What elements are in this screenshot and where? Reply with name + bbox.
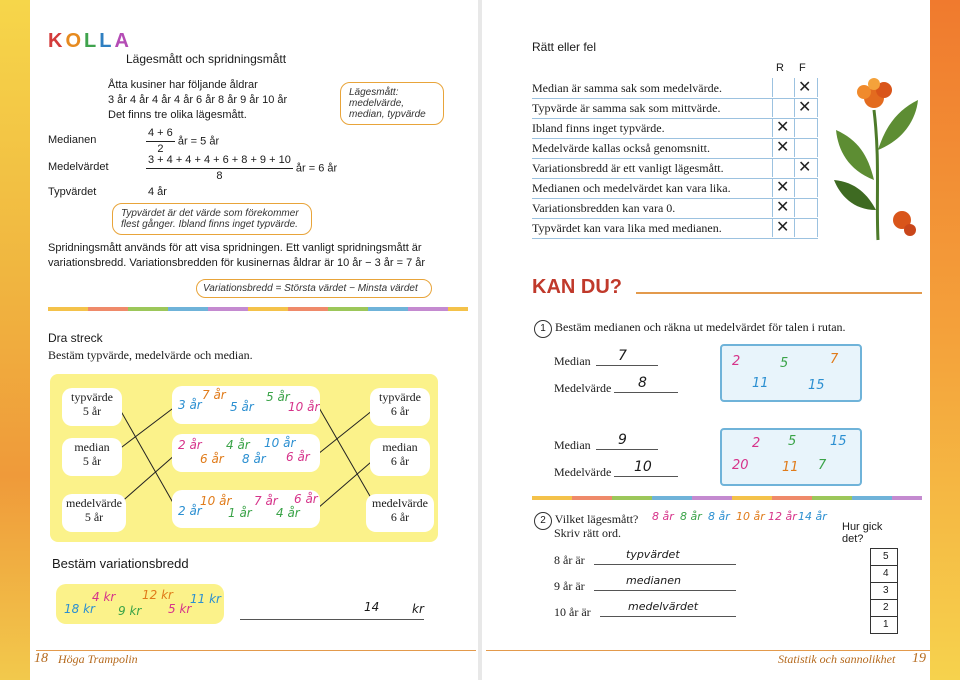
rf-statement: Variationsbredden kan vara 0. [532,201,676,215]
intro-line-3: Det finns tre olika lägesmått. [108,109,247,121]
card-label: median [382,440,418,454]
rf-header-r: R [776,62,784,74]
rf-cell-f[interactable] [794,78,818,97]
box-number: 15 [808,378,825,393]
footer-line-left [36,650,476,651]
range-value: 9 kr [118,604,142,618]
range-formula-bubble: Variationsbredd = Största värdet − Minsta värdet [196,279,432,298]
x-mark-icon: ✕ [776,219,790,236]
range-value: 18 kr [64,602,95,616]
set-value: 6 år [200,452,224,466]
self-assessment-meter [870,548,898,634]
q2-value: 8 år [680,510,702,523]
draw-title: Dra streck [48,331,103,345]
kolla-letter: A [114,30,132,52]
q1a-median-label: Median [554,354,591,368]
mode-value: 4 år [148,186,167,198]
q1a-mean-answer: 8 [638,375,647,391]
q1-number: 1 [534,320,552,338]
meter-level-label: 3 [883,585,889,596]
rf-cell-f[interactable] [794,118,818,137]
range-title: Bestäm variationsbredd [52,556,189,571]
kolla-letter: L [99,30,115,52]
rf-cell-r[interactable] [772,138,795,157]
set-value: 5 år [266,390,290,404]
q2-values [652,510,832,526]
q1b-median-label: Median [554,438,591,452]
q1b-mean-label: Medelvärde [554,465,612,479]
rf-row [532,118,818,139]
box-number: 15 [830,434,847,449]
set-value: 2 år [178,504,202,518]
q1a-mean-label: Medelvärde [554,381,612,395]
meter-level-label: 2 [883,602,889,613]
range-answer-unit: kr [412,602,424,616]
rf-cell-f[interactable] [794,218,818,237]
set-value: 8 år [242,452,266,466]
q2-row-3-answer: medelvärdet [628,600,699,613]
box-number: 5 [780,356,789,371]
q2-row-1-answer: typvärdet [626,548,680,561]
kan-du-heading: KAN DU? [532,276,622,298]
meter-level[interactable] [870,616,898,634]
connector-line [118,454,176,505]
x-mark-icon: ✕ [776,199,790,216]
median-numerator: 4 + 6 [146,126,175,142]
box-number: 11 [752,376,769,391]
left-card-mode[interactable] [62,388,122,426]
x-mark-icon: ✕ [776,179,790,196]
spread-line-2: variationsbredd. Variationsbredden för kusinernas åldrar är 10 år − 3 år = 7 år [48,257,426,269]
rf-header-f: F [799,62,806,74]
q2-row-2-field[interactable] [594,575,736,591]
q2-row-3-field[interactable] [600,601,736,617]
kan-du-rule [636,292,922,294]
set-value: 2 år [178,438,202,452]
rf-row [532,198,818,219]
set-value: 3 år [178,398,202,412]
rf-statement: Medelvärde kallas också genomsnitt. [532,141,710,155]
set-value: 10 år [264,436,296,450]
left-card-mean[interactable] [62,494,126,532]
book-title: Höga Trampolin [58,652,138,666]
range-value: 5 kr [168,602,192,616]
meter-level[interactable] [870,565,898,582]
q1-text: Bestäm medianen och räkna ut medelvärdet för talen i rutan. [555,320,846,334]
meter-level-label: 5 [883,551,889,562]
connector-line [118,406,176,508]
meter-level[interactable] [870,599,898,616]
meter-level-label: 4 [883,568,889,579]
card-value: 5 år [84,510,104,524]
rf-cell-r[interactable] [772,98,795,117]
range-value: 4 kr [92,590,116,604]
range-box [56,584,224,624]
q2-value: 14 år [798,510,827,523]
right-card-mean[interactable] [366,494,434,532]
card-value: 6 år [390,510,410,524]
card-label: typvärde [379,390,421,404]
rf-statement: Median är samma sak som medelvärde. [532,81,722,95]
median-denominator: 2 [157,143,164,155]
q2-value: 8 år [708,510,730,523]
box-number: 7 [830,352,839,367]
intro-ages: 3 år 4 år 4 år 4 år 6 år 8 år 9 år 10 år [108,94,288,106]
footer-line-right [486,650,930,651]
box-number: 5 [788,434,797,449]
set-value: 1 år [228,506,252,520]
box-number: 2 [732,354,741,369]
q2-row-1-field[interactable] [594,549,736,565]
number-box-1 [720,344,862,402]
box-number: 20 [732,458,749,473]
q2-row-1-label: 8 år är [554,553,585,567]
set-value: 6 år [286,450,310,464]
card-label: medelvärde [372,496,428,510]
card-value: 6 år [390,404,410,418]
q2-number: 2 [534,512,552,530]
rf-title: Rätt eller fel [532,40,597,54]
number-box-2 [720,428,862,486]
set-value: 6 år [294,492,318,506]
page-number-left: 18 [34,651,48,666]
q2-row-2-label: 9 år är [554,579,585,593]
rf-statement: Ibland finns inget typvärde. [532,121,665,135]
connector-line [118,406,176,450]
kolla-letter: O [65,30,85,52]
set-value: 7 år [202,388,226,402]
number-set-2[interactable] [172,434,320,472]
rf-cell-r[interactable] [772,178,795,197]
card-value: 5 år [82,404,102,418]
q2-value: 10 år [736,510,765,523]
rf-cell-f[interactable] [794,138,818,157]
set-value: 4 år [226,438,250,452]
measures-bubble: Lägesmått: medelvärde, median, typvärde [340,82,444,125]
right-card-median[interactable] [370,438,430,476]
connector-line [318,406,378,510]
flower-decoration [828,70,928,250]
kolla-letter: L [84,30,100,52]
q1a-median-answer: 7 [618,348,627,364]
mean-numerator: 3 + 4 + 4 + 4 + 6 + 8 + 9 + 10 [146,153,293,169]
connector-line [318,406,378,454]
intro-line-1: Åtta kusiner har följande åldrar [108,79,258,91]
mean-label: Medelvärdet [48,161,109,173]
right-card-mode[interactable] [370,388,430,426]
rf-row [532,78,818,99]
meter-title: Hur gick det? [842,521,883,545]
left-card-median[interactable] [62,438,122,476]
rf-statement: Typvärdet kan vara lika med medianen. [532,221,722,235]
q1a-mean-field[interactable] [614,377,678,393]
rf-row [532,138,818,159]
kolla-letter: K [48,30,66,52]
q1b-mean-field[interactable] [614,461,678,477]
q1b-mean-answer: 10 [634,459,652,475]
mode-label: Typvärdet [48,186,97,198]
number-set-1[interactable] [172,386,320,424]
rf-statement: Variationsbredd är ett vanligt lägesmått. [532,161,724,175]
rf-cell-f[interactable] [794,198,818,217]
rf-row [532,98,818,119]
set-value: 4 år [276,506,300,520]
q2-value: 8 år [652,510,674,523]
q2-line-2: Skriv rätt ord. [554,526,621,540]
section-heading: Lägesmått och spridningsmått [126,52,287,66]
box-number: 7 [818,458,827,473]
set-value: 7 år [254,494,278,508]
card-value: 5 år [82,454,102,468]
spread-line-1: Spridningsmått används för att visa spridningen. Ett vanligt spridningsmått är [48,242,422,254]
set-value: 10 år [288,400,320,414]
rf-row [532,218,818,239]
set-value: 10 år [200,494,232,508]
q1a-median-field[interactable] [596,350,658,366]
rf-statement: Typvärde är samma sak som mittvärde. [532,101,721,115]
q1b-median-field[interactable] [596,434,658,450]
card-label: median [74,440,110,454]
chapter-title: Statistik och sannolikhet [778,652,896,666]
mode-bubble: Typvärdet är det värde som förekommer flest gånger. Ibland finns inget typvärde. [112,203,312,235]
rf-cell-r[interactable] [772,198,795,217]
x-mark-icon: ✕ [798,79,812,96]
set-value: 5 år [230,400,254,414]
rf-cell-r[interactable] [772,158,795,177]
meter-level-label: 1 [883,619,889,630]
q2-row-3-label: 10 år är [554,605,591,619]
rf-cell-f[interactable] [794,98,818,117]
box-number: 2 [752,436,761,451]
card-value: 6 år [390,454,410,468]
rf-row [532,178,818,199]
rf-cell-f[interactable] [794,178,818,197]
x-mark-icon: ✕ [798,159,812,176]
divider-strip-right [532,496,922,500]
x-mark-icon: ✕ [776,139,790,156]
median-label: Medianen [48,134,97,146]
range-answer-field[interactable] [240,600,424,620]
card-label: medelvärde [66,496,122,510]
rf-cell-r[interactable] [772,118,795,137]
number-set-3[interactable] [172,490,320,528]
card-label: typvärde [71,390,113,404]
median-result: år = 5 år [177,135,220,148]
range-answer-value: 14 [364,600,380,614]
mean-result: år = 6 år [295,162,338,175]
rf-cell-r[interactable] [772,78,795,97]
q2-value: 12 år [768,510,797,523]
rf-row [532,158,818,179]
rf-statement: Medianen och medelvärdet kan vara lika. [532,181,731,195]
x-mark-icon: ✕ [776,119,790,136]
mean-denominator: 8 [216,170,223,182]
range-value: 11 kr [190,592,221,606]
q1b-median-answer: 9 [618,432,627,448]
range-value: 12 kr [142,588,173,602]
box-number: 11 [782,460,799,475]
q2-row-2-answer: medianen [626,574,681,587]
meter-level[interactable] [870,548,898,565]
x-mark-icon: ✕ [798,99,812,116]
page-number-right: 19 [912,651,926,666]
rf-cell-f[interactable] [794,158,818,177]
q2-line-1: Vilket lägesmått? [554,512,639,526]
q1 [534,320,846,338]
draw-instructions: Bestäm typvärde, medelvärde och median. [48,348,253,362]
meter-level[interactable] [870,582,898,599]
rf-cell-r[interactable] [772,218,795,237]
